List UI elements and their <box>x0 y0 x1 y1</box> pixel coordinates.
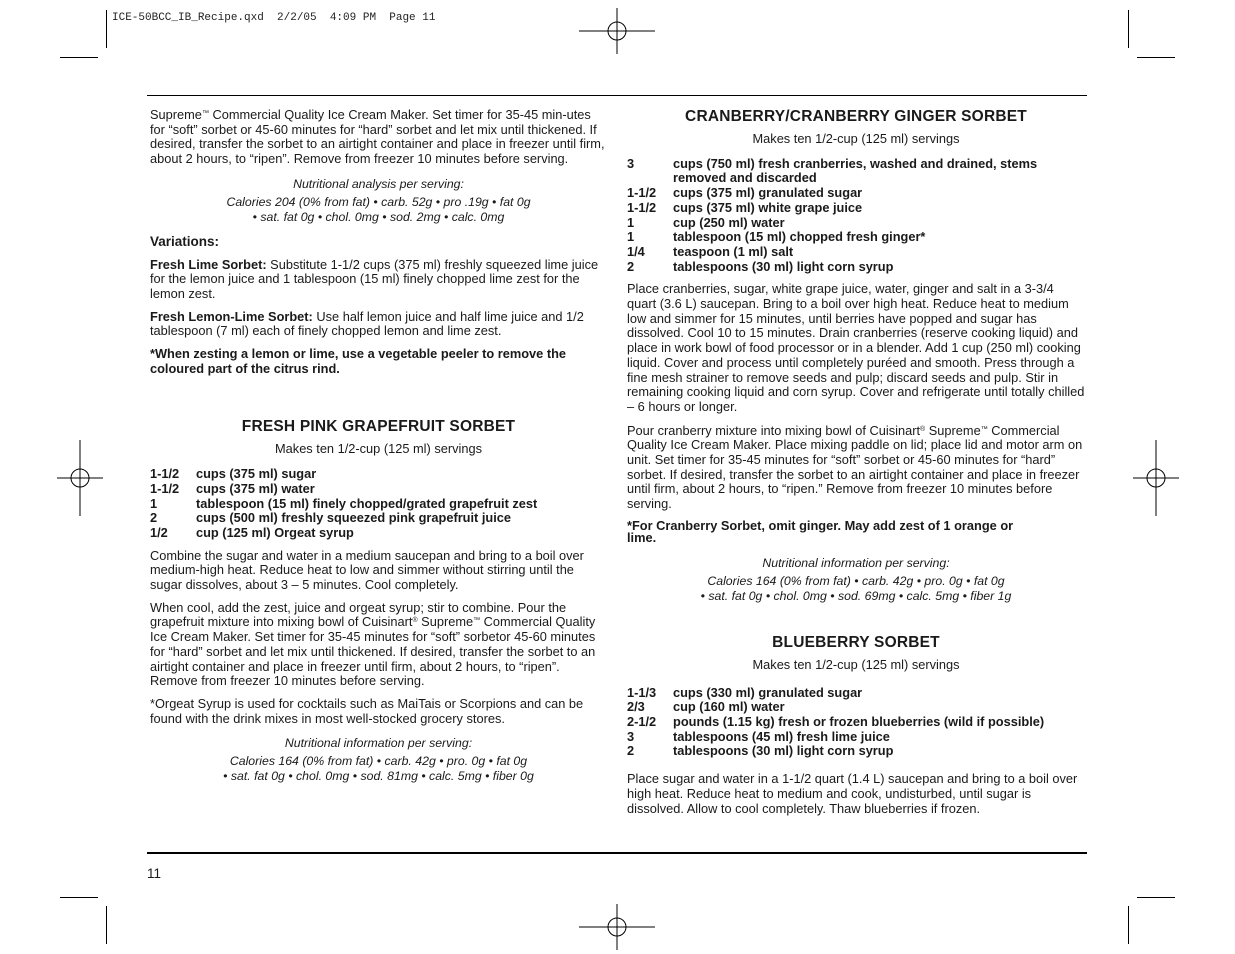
crop-mark <box>1128 10 1129 48</box>
recipe-title: BLUEBERRY SORBET <box>772 633 940 651</box>
ingredient-row <box>150 526 607 541</box>
ingredient-description: pounds (1.15 kg) fresh or frozen blueberries (wild if possible) <box>673 713 1045 729</box>
nutrition-line: • sat. fat 0g • chol. 0mg • sod. 69mg • calc. 5mg • fiber 1g <box>700 588 1012 603</box>
recipe-yield: Makes ten 1/2-cup (125 ml) servings <box>275 441 482 457</box>
page-number: 11 <box>147 866 162 881</box>
ingredient-description: cups (375 ml) white grape juice <box>673 199 863 215</box>
ingredient-row <box>627 700 1085 715</box>
ingredient-quantity: 1-1/2 <box>627 199 657 215</box>
ingredient-list <box>150 467 607 541</box>
ingredient-description: cup (160 ml) water <box>673 699 785 715</box>
nutrition-block <box>150 177 607 225</box>
crop-mark <box>1128 906 1129 944</box>
ingredient-row <box>150 497 607 512</box>
ingredient-row <box>627 216 1085 231</box>
nutrition-line: Calories 164 (0% from fat) • carb. 42g • pro. 0g • fat 0g <box>707 573 1005 588</box>
ingredient-description: tablespoon (15 ml) finely chopped/grated grapefruit zest <box>196 495 538 511</box>
ingredient-description: cup (250 ml) water <box>673 214 785 230</box>
ingredient-quantity: 1-1/2 <box>150 466 180 482</box>
ingredient-description: cup (125 ml) Orgeat syrup <box>196 524 354 540</box>
recipe-step: Place cranberries, sugar, white grape juice, water, ginger and salt in a 3-3/4 quart (3.6 L) saucepan. Bring to a boil over high heat. Reduce heat to medium low and simmer for 15 minutes, until berries have popped and sugar has dissolved. Cool 10 to 15 minutes. Drain cranberries (reserve cooking liquid) and place in work bowl of food processor or in a blender. Add 1 cup (250 ml) cooking liquid. Cover and process until completely puréed and smooth. Press through a fine mesh strainer to remove seeds and pulp; discard seeds and pulp. Stir in remaining cooking liquid and corn syrup. Cover and refrigerate until totally chilled – 6 hours or longer. <box>627 281 1085 414</box>
nutrition-heading: Nutritional information per serving: <box>284 736 473 751</box>
ingredient-row <box>627 186 1085 201</box>
variation-lemon-lime: Fresh Lemon-Lime Sorbet: Use half lemon juice and half lime juice and 1/2 tablespoon (7 ml) each of finely chopped lemon and lime zest. <box>150 308 584 339</box>
ingredient-description: tablespoons (30 ml) light corn syrup <box>673 743 894 759</box>
registration-mark-icon <box>57 440 103 516</box>
recipe-title: CRANBERRY/CRANBERRY GINGER SORBET <box>685 108 1027 125</box>
ingredient-row <box>627 245 1085 260</box>
recipe-yield: Makes ten 1/2-cup (125 ml) servings <box>752 131 960 146</box>
crop-mark <box>1137 57 1175 58</box>
variations-heading: Variations: <box>150 233 220 249</box>
ingredient-row <box>627 230 1085 245</box>
ingredient-quantity: 1-1/3 <box>627 684 657 700</box>
ingredient-row <box>627 260 1085 275</box>
ingredient-row <box>627 157 1085 186</box>
ingredient-quantity: 1 <box>150 495 158 511</box>
ingredient-row <box>150 482 607 497</box>
ingredient-description: cups (500 ml) freshly squeezed pink grapefruit juice <box>196 510 512 526</box>
ingredient-row <box>627 201 1085 216</box>
crop-mark <box>60 57 98 58</box>
ingredient-description: tablespoons (45 ml) fresh lime juice <box>673 728 890 744</box>
intro-paragraph: Supreme™ Commercial Quality Ice Cream Maker. Set timer for 35-45 min-utes for “soft” sorbet or 45-60 minutes for “hard” sorbet and let mix until thickened. If desired, transfer the sorbet to an airtight container and place in freezer until firm, about 2 hours, to “ripen”. Remove from freezer 10 minutes before serving. <box>150 107 605 167</box>
bottom-rule <box>147 852 1087 854</box>
nutrition-line: • sat. fat 0g • chol. 0mg • sod. 81mg • calc. 5mg • fiber 0g <box>223 769 534 784</box>
ingredient-description: tablespoons (30 ml) light corn syrup <box>673 258 894 274</box>
ingredient-quantity: 1 <box>627 214 635 230</box>
ingredient-description: cups (330 ml) granulated sugar <box>673 684 863 700</box>
nutrition-block <box>150 736 607 784</box>
recipe-step: Place sugar and water in a 1-1/2 quart (1.4 L) saucepan and bring to a boil over high heat. Reduce heat to medium and cook, undisturbed, until sugar is dissolved. Allow to cool completely. Thaw blueberries if frozen. <box>627 771 1078 816</box>
top-rule <box>147 95 1087 96</box>
nutrition-block <box>627 556 1085 604</box>
ingredient-row <box>627 730 1085 745</box>
variation-lime: Fresh Lime Sorbet: Substitute 1-1/2 cups (375 ml) freshly squeezed lime juice for the lemon juice and 1 tablespoon (15 ml) finely chopped lime zest for the lemon zest. <box>150 256 599 301</box>
right-column <box>627 108 1085 824</box>
ingredient-quantity: 1/2 <box>150 524 168 540</box>
ingredient-quantity: 3 <box>627 155 635 171</box>
ingredient-description: cups (750 ml) fresh cranberries, washed and drained, stems removed and discarded <box>673 155 1038 186</box>
recipe-step: Pour cranberry mixture into mixing bowl of Cuisinart® Supreme™ Commercial Quality Ice Cream Maker. Place mixing paddle on lid; place lid and motor arm on unit. Set timer for 35-45 minutes for “soft” sorbet or 45-60 minutes for “hard” sorbet. If desired, transfer the sorbet to an airtight container and place in freezer until firm, about 2 hours, to “ripen.” Remove from freezer 10 minutes before serving. <box>627 422 1083 512</box>
recipe-step: When cool, add the zest, juice and orgeat syrup; stir to combine. Pour the grapefruit mixture into mixing bowl of Cuisinart® Supreme™ Commercial Quality Ice Cream Maker. Set timer for 35-45 minutes for “soft” sorbetor 45-60 minutes for “hard” sorbet and let mix until thickened. If desired, transfer the sorbet to an airtight container and place in freezer until firm, about 2 hours, to “ripen”. Remove from freezer 10 minutes before serving. <box>150 599 596 689</box>
recipe-yield: Makes ten 1/2-cup (125 ml) servings <box>752 656 960 672</box>
ingredient-description: teaspoon (1 ml) salt <box>673 243 794 259</box>
nutrition-line: Calories 204 (0% from fat) • carb. 52g • pro .19g • fat 0g <box>226 194 531 209</box>
nutrition-line: • sat. fat 0g • chol. 0mg • sod. 2mg • calc. 0mg <box>252 209 505 224</box>
ingredient-quantity: 3 <box>627 728 635 744</box>
registration-mark-icon <box>1133 440 1179 516</box>
crop-mark <box>106 906 107 944</box>
recipe-title: FRESH PINK GRAPEFRUIT SORBET <box>241 418 516 436</box>
orgeat-note: *Orgeat Syrup is used for cocktails such as MaiTais or Scorpions and can be found with the drink mixes in most well-stocked grocery stores. <box>150 695 584 726</box>
ingredient-description: cups (375 ml) water <box>196 480 315 496</box>
ingredient-quantity: 1/4 <box>627 243 645 259</box>
ingredient-row <box>627 715 1085 730</box>
ingredient-row <box>150 467 607 482</box>
ingredient-quantity: 2/3 <box>627 699 645 715</box>
ingredient-row <box>627 686 1085 701</box>
registration-mark-icon <box>579 904 655 950</box>
nutrition-heading: Nutritional analysis per serving: <box>293 176 464 191</box>
crop-mark <box>106 10 107 48</box>
ingredient-quantity: 2 <box>627 743 635 759</box>
ingredient-list <box>627 157 1085 275</box>
registration-mark-icon <box>579 8 655 54</box>
crop-mark <box>1137 897 1175 898</box>
ingredient-row <box>627 744 1085 759</box>
left-column <box>150 108 607 794</box>
zesting-note: *When zesting a lemon or lime, use a vegetable peeler to remove the coloured part of the citrus rind. <box>150 346 567 376</box>
file-slug: ICE-50BCC_IB_Recipe.qxd 2/2/05 4:09 PM Page 11 <box>112 12 436 24</box>
ingredient-quantity: 1-1/2 <box>150 480 180 496</box>
ingredient-list <box>627 686 1085 760</box>
nutrition-line: Calories 164 (0% from fat) • carb. 42g • pro. 0g • fat 0g <box>229 754 528 769</box>
ingredient-description: tablespoon (15 ml) chopped fresh ginger* <box>673 229 926 245</box>
crop-mark <box>60 897 98 898</box>
ingredient-quantity: 1 <box>627 229 635 245</box>
recipe-step: Combine the sugar and water in a medium saucepan and bring to a boil over medium-high heat. Reduce heat to low and simmer without stirring until the sugar dissolves, about 3 – 5 minutes. Cool completely. <box>150 547 584 593</box>
ingredient-description: cups (375 ml) sugar <box>196 466 317 482</box>
ingredient-quantity: 2 <box>150 510 158 526</box>
cranberry-note: *For Cranberry Sorbet, omit ginger. May add zest of 1 orange or lime. <box>627 517 1014 545</box>
ingredient-quantity: 1-1/2 <box>627 185 657 201</box>
ingredient-row <box>150 511 607 526</box>
ingredient-quantity: 2 <box>627 258 635 274</box>
nutrition-heading: Nutritional information per serving: <box>762 555 950 570</box>
ingredient-quantity: 2-1/2 <box>627 713 657 729</box>
ingredient-description: cups (375 ml) granulated sugar <box>673 185 863 201</box>
